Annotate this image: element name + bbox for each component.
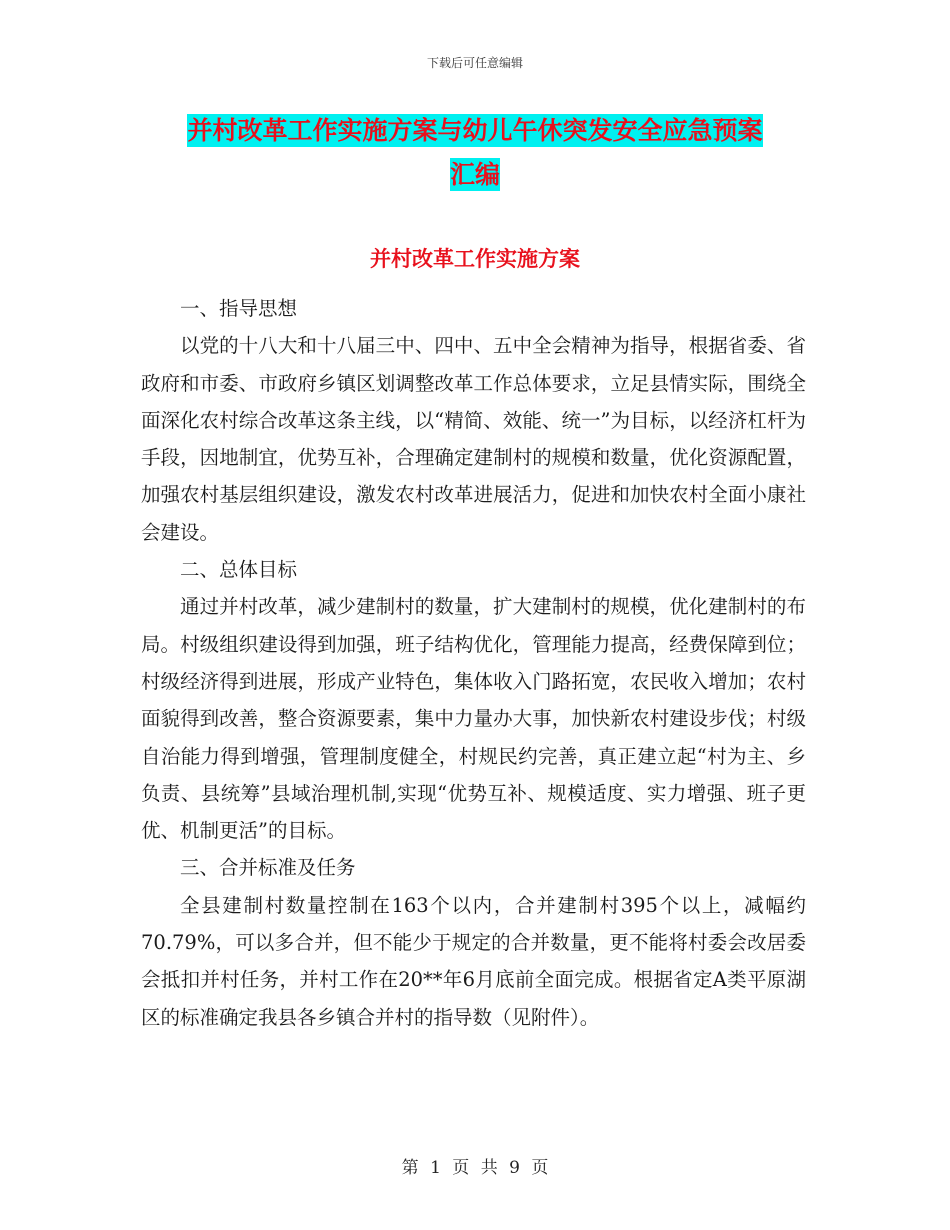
page-footer: 第 1 页 共 9 页	[401, 1158, 549, 1178]
paragraph-merge-standard: 全县建制村数量控制在163个以内，合并建制村395个以上，减幅约70.79%，可以多合并，但不能少于规定的合并数量，更不能将村委会改居委会抵扣并村任务，并村工作在20**年6月底前全面完成。根据省定A类平原湖区的标准确定我县各乡镇合并村的指导数（见附件）。	[141, 893, 806, 1029]
heading-overall-goal: 二、总体目标	[180, 558, 298, 582]
section-title: 并村改革工作实施方案	[370, 247, 580, 271]
heading-merge-standard: 三、合并标准及任务	[180, 856, 356, 880]
heading-guiding-thought: 一、指导思想	[180, 297, 298, 320]
paragraph-guiding-thought: 以党的十八大和十八届三中、四中、五中全会精神为指导，根据省委、省政府和市委、市政府乡镇区划调整改革工作总体要求，立足县情实际，围绕全面深化农村综合改革这条主线，以“精简、效能、统一”为目标，以经济杠杆为手段，因地制宜，优势互补，合理确定建制村的规模和数量，优化资源配置，加强农村基层组织建设，激发农村改革进展活力，促进和加快农村全面小康社会建设。	[141, 334, 806, 544]
document-title-text-2: 汇编	[449, 160, 500, 189]
document-title-line-2	[0, 148, 950, 202]
document-body	[141, 290, 806, 1036]
header-note: 下载后可任意编辑	[426, 56, 523, 70]
paragraph-overall-goal: 通过并村改革，减少建制村的数量，扩大建制村的规模，优化建制村的布局。村级组织建设得到加强，班子结构优化，管理能力提高，经费保障到位；村级经济得到进展，形成产业特色，集体收入门路拓宽，农民收入增加；农村面貌得到改善，整合资源要素，集中力量办大事，加快新农村建设步伐；村级自治能力得到增强，管理制度健全，村规民约完善，真正建立起“村为主、乡负责、县统筹”县域治理机制,实现“优势互补、规模适度、实力增强、班子更优、机制更活”的目标。	[141, 595, 806, 843]
document-title-text-1: 并村改革工作实施方案与幼儿午休突发安全应急预案	[187, 116, 763, 145]
